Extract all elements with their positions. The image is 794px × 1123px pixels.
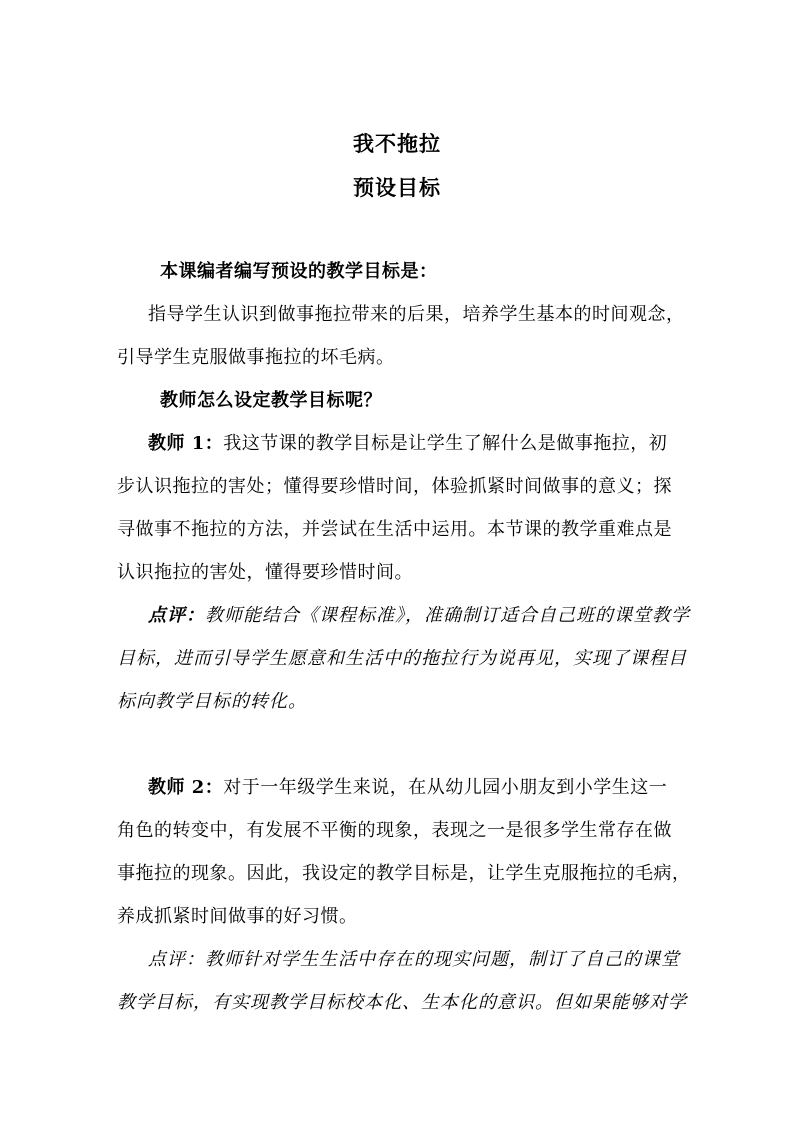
teacher1-line: 寻做事不拖拉的方法，并尝试在生活中运用。本节课的教学重难点是 — [117, 519, 672, 540]
teacher2-line: 养成抓紧时间做事的好习惯。 — [117, 906, 358, 927]
teacher1-line: 步认识拖拉的害处；懂得要珍惜时间，体验抓紧时间做事的意义；探 — [117, 476, 672, 497]
teacher1-line: 认识拖拉的害处，懂得要珍惜时间。 — [117, 562, 413, 583]
comment1-text: 教师能结合《课程标准》，准确制订适合自己班的课堂教学 — [205, 605, 690, 626]
comment1-line: 目标，进而引导学生愿意和生活中的拖拉行为说再见，实现了课程目 — [117, 648, 687, 669]
teacher1-label: 教师 1： — [148, 433, 224, 454]
goal-line: 指导学生认识到做事拖拉带来的后果，培养学生基本的时间观念， — [148, 304, 685, 325]
teacher1-text: 我这节课的教学目标是让学生了解什么是做事拖拉，初 — [223, 433, 668, 454]
teacher2-line: 事拖拉的现象。因此，我设定的教学目标是，让学生克服拖拉的毛病， — [117, 863, 691, 884]
teacher2-paragraph-line — [148, 773, 716, 799]
section-heading: 本课编者编写预设的教学目标是： — [160, 261, 438, 282]
document-subtitle: 预设目标 — [353, 175, 441, 200]
goal-line: 引导学生克服做事拖拉的坏毛病。 — [117, 347, 395, 368]
teacher2-label: 教师 2： — [148, 777, 224, 798]
comment2-line: 教学目标，有实现教学目标校本化、生本化的意识。但如果能够对学 — [117, 992, 687, 1013]
document-title: 我不拖拉 — [353, 131, 441, 156]
comment2-line: 点评：教师针对学生生活中存在的现实问题，制订了自己的课堂 — [148, 949, 680, 970]
comment1-line: 标向教学目标的转化。 — [117, 691, 307, 712]
comment1-paragraph-line — [148, 601, 716, 627]
teacher2-text: 对于一年级学生来说，在从幼儿园小朋友到小学生这一 — [223, 777, 668, 798]
comment1-label: 点评： — [148, 605, 205, 626]
teacher2-line: 角色的转变中，有发展不平衡的现象，表现之一是很多学生常存在做 — [117, 820, 672, 841]
teacher1-paragraph-line — [148, 429, 716, 455]
question-heading: 教师怎么设定教学目标呢？ — [160, 390, 382, 411]
